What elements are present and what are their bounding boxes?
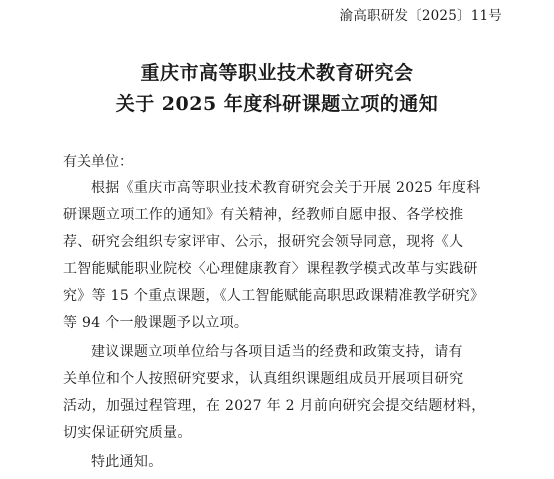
document-title-line-1: 重庆市高等职业技术教育研究会 xyxy=(140,62,414,84)
document-number: 渝高职研发〔2025〕11号 xyxy=(339,8,502,24)
paragraph-2-line: 关单位和个人按照研究要求，认真组织课题组成员开展项目研究 xyxy=(63,371,464,387)
document-title-line-2: 关于 2025 年度科研课题立项的通知 xyxy=(115,93,439,115)
paragraph-1-line: 根据《重庆市高等职业技术教育研究会关于开展 2025 年度科 xyxy=(91,180,481,196)
paragraph-2-line: 切实保证研究质量。 xyxy=(63,425,192,441)
paragraph-1-line: 研课题立项工作的通知》有关精神，经教师自愿申报、各学校推 xyxy=(63,207,464,223)
paragraph-2-line: 活动，加强过程管理，在 2027 年 2 月前向研究会提交结题材料， xyxy=(63,398,486,414)
paragraph-1-line: 等 94 个一般课题予以立项。 xyxy=(63,315,249,331)
paragraph-1-line: 荐、研究会组织专家评审、公示，报研究会领导同意，现将《人 xyxy=(63,234,464,250)
closing-text: 特此通知。 xyxy=(91,454,163,470)
paragraph-1-line: 究》等 15 个重点课题，《人工智能赋能高职思政课精准教学研究》 xyxy=(63,288,485,304)
paragraph-2-line: 建议课题立项单位给与各项目适当的经费和政策支持，请有 xyxy=(91,344,463,360)
paragraph-1-line: 工智能赋能职业院校〈心理健康教育〉课程教学模式改革与实践研 xyxy=(63,261,478,277)
salutation: 有关单位： xyxy=(63,154,133,170)
